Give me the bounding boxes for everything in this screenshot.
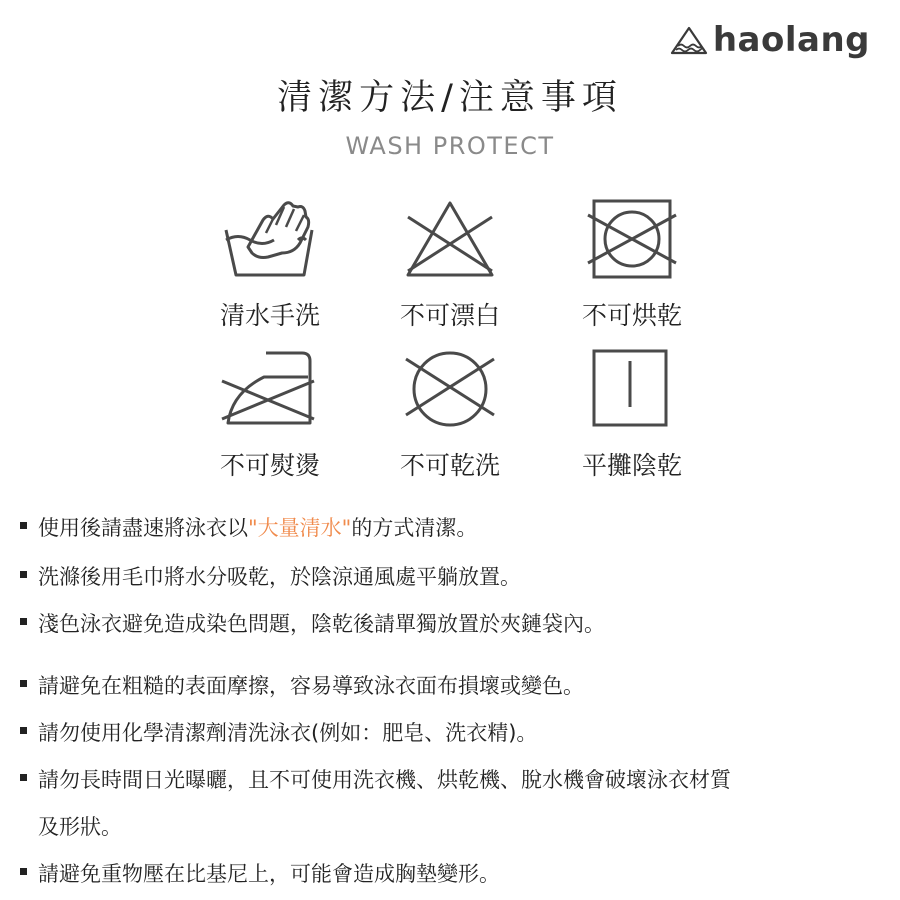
bullet-marker — [20, 680, 27, 687]
bullet-marker — [20, 868, 27, 875]
brand-logo — [669, 20, 870, 60]
mountain-logo-icon — [669, 23, 709, 57]
care-label-hand-wash: 清水手洗 — [219, 301, 320, 330]
care-label-no-bleach: 不可漂白 — [399, 301, 500, 330]
no-dry-clean-icon — [400, 345, 500, 435]
care-label-no-tumble-dry: 不可烘乾 — [581, 301, 682, 330]
note-text: 使用後請盡速將泳衣以 — [38, 516, 248, 540]
note-text: 淺色泳衣避免造成染色問題，陰乾後請單獨放置於夾鏈袋內。 — [38, 612, 605, 636]
dry-flat-in-shade-icon — [582, 345, 682, 435]
no-bleach-icon — [400, 195, 500, 285]
note-text: 請勿使用化學清潔劑清洗泳衣(例如：肥皂、洗衣精)。 — [38, 721, 538, 745]
note-highlight: "大量清水" — [248, 516, 352, 540]
page-title: 清潔方法/注意事項 — [277, 78, 623, 118]
no-iron-icon — [218, 345, 318, 435]
bullet-marker — [20, 727, 27, 734]
bullet-marker — [20, 618, 27, 625]
page-subtitle: WASH PROTECT — [345, 132, 555, 160]
note-text: 請避免重物壓在比基尼上，可能會造成胸墊變形。 — [38, 862, 500, 886]
care-label-no-dry-clean: 不可乾洗 — [399, 451, 500, 480]
bullet-marker — [20, 774, 27, 781]
care-label-no-iron: 不可熨燙 — [219, 451, 320, 480]
note-text: 的方式清潔。 — [351, 516, 478, 540]
bullet-marker — [20, 522, 27, 529]
hand-wash-icon — [218, 195, 318, 285]
bullet-marker — [20, 571, 27, 578]
note-text-continuation: 及形狀。 — [38, 815, 122, 839]
no-tumble-dry-icon — [582, 195, 682, 285]
note-text: 洗滌後用毛巾將水分吸乾，於陰涼通風處平躺放置。 — [38, 565, 521, 589]
note-text: 請避免在粗糙的表面摩擦，容易導致泳衣面布損壞或變色。 — [38, 674, 584, 698]
care-label-dry-flat: 平攤陰乾 — [581, 451, 682, 480]
logo-text: haolang — [712, 20, 870, 60]
note-text: 請勿長時間日光曝曬，且不可使用洗衣機、烘乾機、脫水機會破壞泳衣材質 — [38, 768, 731, 792]
